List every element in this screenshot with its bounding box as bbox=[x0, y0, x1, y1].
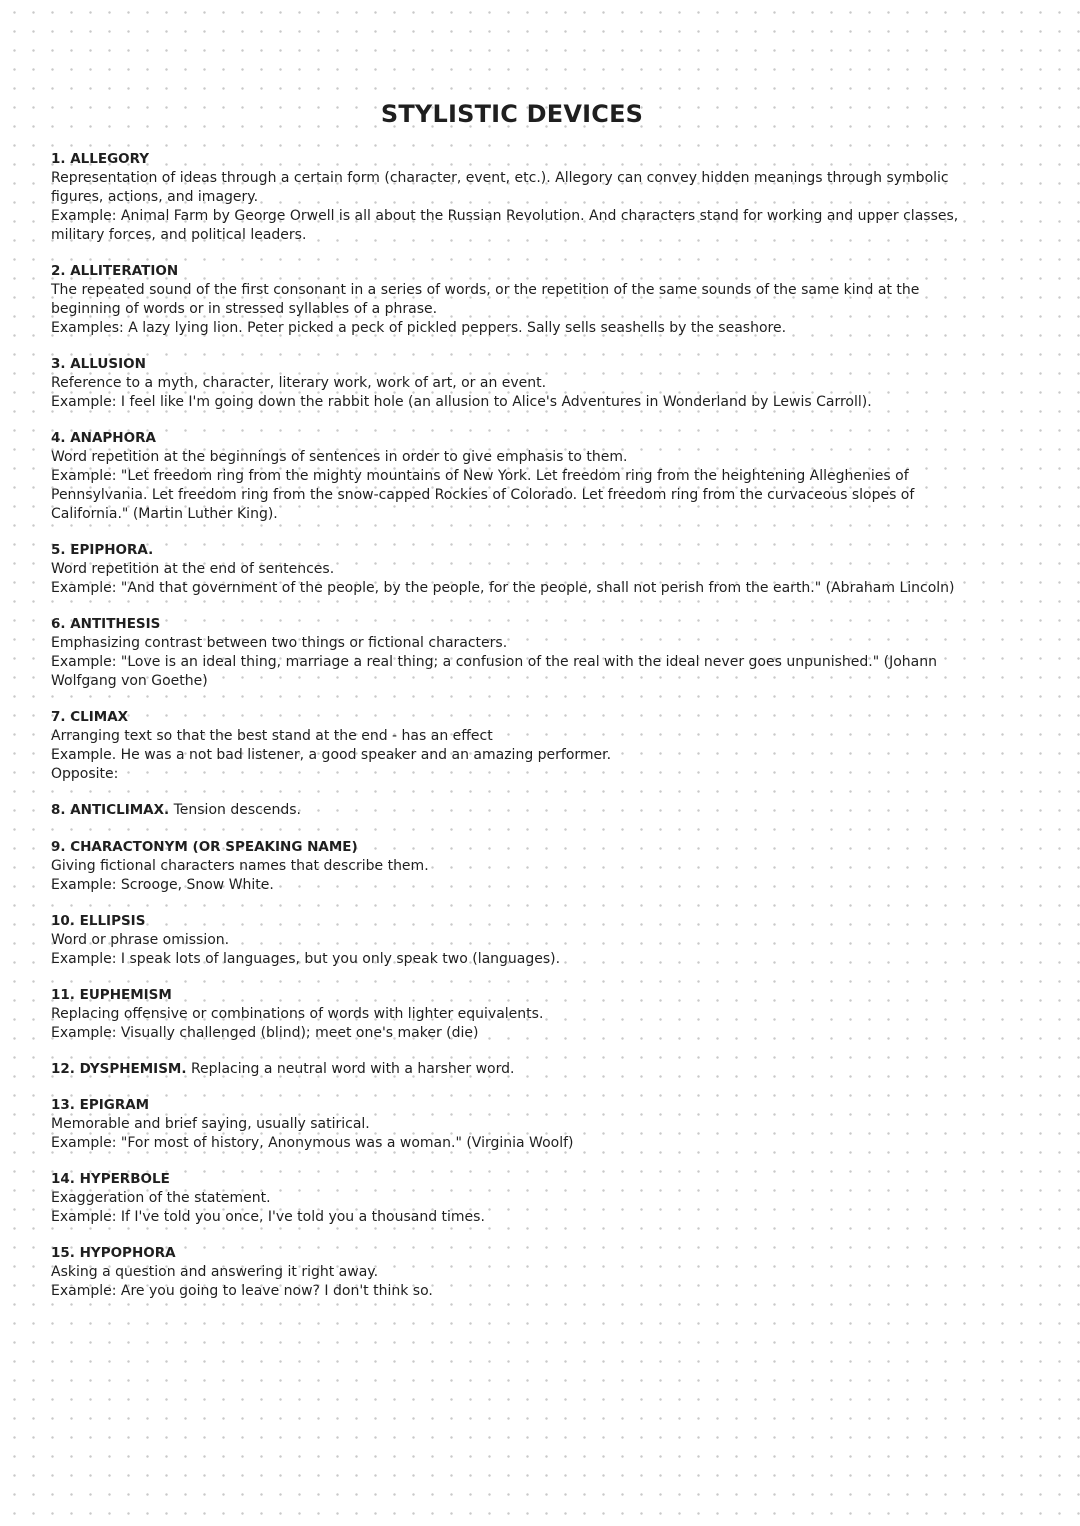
device-entry-dysphemism bbox=[51, 1060, 991, 1079]
device-entry-hyperbole bbox=[51, 1170, 991, 1227]
entry-heading: 8. ANTICLIMAX. bbox=[51, 802, 170, 818]
page-title: STYLISTIC DEVICES bbox=[380, 100, 644, 128]
device-entry-allusion bbox=[51, 355, 991, 412]
device-entry-epigram bbox=[51, 1096, 991, 1153]
entry-example: Example: Are you going to leave now? I don't think so. bbox=[51, 1283, 433, 1299]
device-list bbox=[51, 150, 991, 1301]
entry-heading: 7. CLIMAX bbox=[51, 709, 129, 725]
device-entry-euphemism bbox=[51, 986, 991, 1043]
entry-definition: The repeated sound of the first consonant in a series of words, or the repetition of the same sounds of the same kind at the beginning of words or in stressed syllables of a phrase. bbox=[51, 282, 920, 317]
entry-definition: Emphasizing contrast between two things or fictional characters. bbox=[51, 635, 508, 651]
entry-example: Example. He was a not bad listener, a good speaker and an amazing performer. bbox=[51, 747, 612, 763]
entry-example: Example: "Let freedom ring from the mighty mountains of New York. Let freedom ring from the heightening Alleghenies of Pennsylvania. Let freedom ring from the snow-capped Rockies of Colorado. Let freedom ring from the curvaceous slopes of California." (Martin Luther King). bbox=[51, 468, 915, 522]
entry-definition: Asking a question and answering it right away. bbox=[51, 1264, 379, 1280]
entry-heading: 10. ELLIPSIS bbox=[51, 913, 146, 929]
entry-definition: Representation of ideas through a certain form (character, event, etc.). Allegory can convey hidden meanings through symbolic figures, actions, and imagery. bbox=[51, 170, 949, 205]
entry-example: Example: I feel like I'm going down the rabbit hole (an allusion to Alice's Adventures in Wonderland by Lewis Carroll). bbox=[51, 394, 872, 410]
device-entry-alliteration bbox=[51, 262, 991, 338]
entry-definition: Reference to a myth, character, literary work, work of art, or an event. bbox=[51, 375, 547, 391]
entry-example: Example: "For most of history, Anonymous was a woman." (Virginia Woolf) bbox=[51, 1135, 574, 1151]
entry-definition: Exaggeration of the statement. bbox=[51, 1190, 271, 1206]
entry-heading: 9. CHARACTONYM (OR SPEAKING NAME) bbox=[51, 839, 358, 855]
entry-example: Example: Scrooge, Snow White. bbox=[51, 877, 274, 893]
entry-heading: 3. ALLUSION bbox=[51, 356, 146, 372]
entry-definition: Memorable and brief saying, usually satirical. bbox=[51, 1116, 370, 1132]
entry-heading: 15. HYPOPHORA bbox=[51, 1245, 176, 1261]
entry-example: Example: "Love is an ideal thing, marriage a real thing; a confusion of the real with the ideal never goes unpunished." (Johann Wolfgang von Goethe) bbox=[51, 654, 937, 689]
entry-heading: 4. ANAPHORA bbox=[51, 430, 156, 446]
entry-example: Examples: A lazy lying lion. Peter picked a peck of pickled peppers. Sally sells seashells by the seashore. bbox=[51, 320, 787, 336]
device-entry-charactonym bbox=[51, 838, 991, 895]
device-entry-allegory bbox=[51, 150, 991, 245]
device-entry-hypophora bbox=[51, 1244, 991, 1301]
device-entry-anaphora bbox=[51, 429, 991, 524]
entry-example: Example: "And that government of the people, by the people, for the people, shall not perish from the earth." (Abraham Lincoln) bbox=[51, 580, 955, 596]
entry-heading: 6. ANTITHESIS bbox=[51, 616, 161, 632]
entry-definition: Arranging text so that the best stand at the end - has an effect bbox=[51, 728, 493, 744]
entry-example: Example: Visually challenged (blind); meet one's maker (die) bbox=[51, 1025, 479, 1041]
entry-heading: 2. ALLITERATION bbox=[51, 263, 179, 279]
entry-heading: 11. EUPHEMISM bbox=[51, 987, 172, 1003]
entry-note: Opposite: bbox=[51, 766, 119, 782]
entry-heading: 14. HYPERBOLE bbox=[51, 1171, 170, 1187]
device-entry-epiphora bbox=[51, 541, 991, 598]
entry-definition: Word repetition at the beginnings of sentences in order to give emphasis to them. bbox=[51, 449, 628, 465]
entry-example: Example: I speak lots of languages, but you only speak two (languages). bbox=[51, 951, 561, 967]
entry-definition: Replacing a neutral word with a harsher word. bbox=[186, 1061, 515, 1077]
entry-definition: Replacing offensive or combinations of words with lighter equivalents. bbox=[51, 1006, 544, 1022]
entry-heading: 5. EPIPHORA. bbox=[51, 542, 154, 558]
entry-example: Example: Animal Farm by George Orwell is all about the Russian Revolution. And characters stand for working and upper classes, military forces, and political leaders. bbox=[51, 208, 959, 243]
entry-heading: 1. ALLEGORY bbox=[51, 151, 150, 167]
entry-definition: Word repetition at the end of sentences. bbox=[51, 561, 335, 577]
entry-example: Example: If I've told you once, I've told you a thousand times. bbox=[51, 1209, 485, 1225]
device-entry-climax bbox=[51, 708, 991, 784]
device-entry-antithesis bbox=[51, 615, 991, 691]
device-entry-ellipsis bbox=[51, 912, 991, 969]
entry-heading: 13. EPIGRAM bbox=[51, 1097, 150, 1113]
entry-heading: 12. DYSPHEMISM. bbox=[51, 1061, 187, 1077]
entry-definition: Tension descends. bbox=[169, 802, 301, 818]
device-entry-anticlimax bbox=[51, 801, 991, 820]
entry-definition: Giving fictional characters names that describe them. bbox=[51, 858, 429, 874]
entry-definition: Word or phrase omission. bbox=[51, 932, 230, 948]
